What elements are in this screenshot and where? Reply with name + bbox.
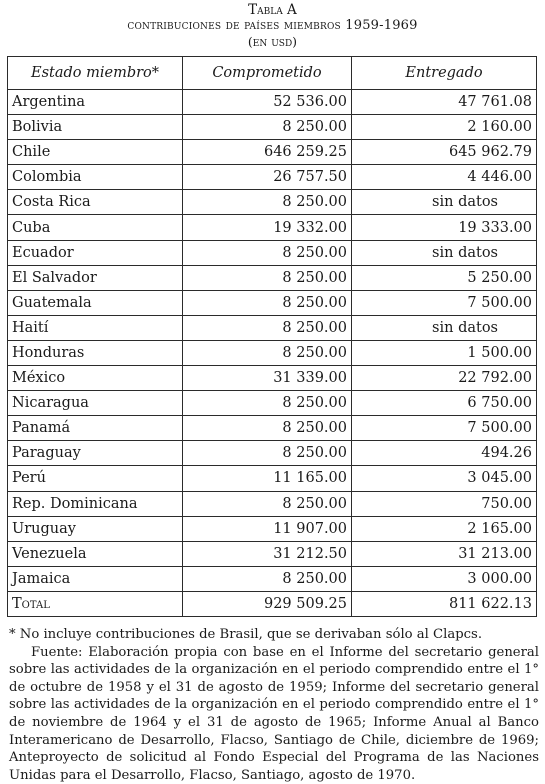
cell-country: México xyxy=(8,366,183,391)
contributions-table xyxy=(7,56,537,617)
cell-delivered: sin datos xyxy=(352,315,537,340)
column-header-member-state: Estado miembro* xyxy=(8,57,183,90)
table-row xyxy=(8,140,537,165)
cell-delivered: 494.26 xyxy=(352,441,537,466)
cell-country: Cuba xyxy=(8,215,183,240)
cell-delivered: 5 250.00 xyxy=(352,265,537,290)
cell-committed: 31 339.00 xyxy=(183,366,352,391)
cell-committed: 52 536.00 xyxy=(183,90,352,115)
table-row xyxy=(8,441,537,466)
cell-country: Paraguay xyxy=(8,441,183,466)
table-body xyxy=(8,90,537,617)
table-label: Tabla A xyxy=(248,2,297,18)
table-row xyxy=(8,566,537,591)
cell-committed: 8 250.00 xyxy=(183,265,352,290)
cell-country: Venezuela xyxy=(8,541,183,566)
table-header-row xyxy=(8,57,537,90)
table-row xyxy=(8,240,537,265)
cell-delivered: 645 962.79 xyxy=(352,140,537,165)
cell-country: Ecuador xyxy=(8,240,183,265)
column-header-committed: Comprometido xyxy=(183,57,352,90)
cell-committed: 8 250.00 xyxy=(183,190,352,215)
cell-committed: 8 250.00 xyxy=(183,491,352,516)
cell-delivered: 1 500.00 xyxy=(352,340,537,365)
cell-delivered: 7 500.00 xyxy=(352,290,537,315)
cell-country: Bolivia xyxy=(8,115,183,140)
cell-delivered: 19 333.00 xyxy=(352,215,537,240)
cell-country: Rep. Dominicana xyxy=(8,491,183,516)
table-row xyxy=(8,90,537,115)
cell-country: Honduras xyxy=(8,340,183,365)
table-row xyxy=(8,491,537,516)
cell-country: Argentina xyxy=(8,90,183,115)
cell-committed: 26 757.50 xyxy=(183,165,352,190)
table-row xyxy=(8,265,537,290)
cell-delivered: sin datos xyxy=(352,240,537,265)
table-row xyxy=(8,416,537,441)
table-unit: (en usd) xyxy=(247,34,298,49)
cell-delivered: 31 213.00 xyxy=(352,541,537,566)
table-row xyxy=(8,391,537,416)
cell-committed: 19 332.00 xyxy=(183,215,352,240)
source-note: Fuente: Elaboración propia con base en el Informe del secretario general sobre las actividades de la organización en el periodo comprendido entre el 1° de octubre de 1958 y el 31 de agosto de 1959; Informe del secretario general sobre las actividades de la organización en el periodo comprendido entre el 1° de noviembre de 1964 y el 31 de agosto de 1965; Informe Anual al Banco Interamericano de Desarrollo, Flacso, Santiago de Chile, diciembre de 1969; Anteproyecto de solicitud al Fondo Especial del Programa de las Naciones Unidas para el Desarrollo, Flacso, Santiago, agosto de 1970. xyxy=(9,644,539,783)
table-title: contribuciones de países miembros 1959-1969 xyxy=(127,18,418,33)
table-row xyxy=(8,466,537,491)
table-row xyxy=(8,215,537,240)
table-row xyxy=(8,315,537,340)
cell-delivered: 3 000.00 xyxy=(352,566,537,591)
table-notes xyxy=(9,626,539,784)
cell-committed: 8 250.00 xyxy=(183,441,352,466)
table-row xyxy=(8,190,537,215)
table-caption xyxy=(0,0,545,50)
cell-country: Perú xyxy=(8,466,183,491)
table-row xyxy=(8,290,537,315)
table-row xyxy=(8,366,537,391)
cell-delivered: 750.00 xyxy=(352,491,537,516)
cell-delivered: 2 160.00 xyxy=(352,115,537,140)
cell-country: Colombia xyxy=(8,165,183,190)
cell-country: Costa Rica xyxy=(8,190,183,215)
cell-committed: 8 250.00 xyxy=(183,290,352,315)
cell-total-label: Total xyxy=(8,591,183,616)
cell-committed: 8 250.00 xyxy=(183,416,352,441)
cell-committed: 11 907.00 xyxy=(183,516,352,541)
cell-country: Haití xyxy=(8,315,183,340)
cell-total-committed: 929 509.25 xyxy=(183,591,352,616)
cell-country: Uruguay xyxy=(8,516,183,541)
cell-country: Chile xyxy=(8,140,183,165)
table-row xyxy=(8,340,537,365)
cell-committed: 8 250.00 xyxy=(183,391,352,416)
cell-delivered: 3 045.00 xyxy=(352,466,537,491)
table-total-row xyxy=(8,591,537,616)
table-row xyxy=(8,516,537,541)
cell-country: Nicaragua xyxy=(8,391,183,416)
footnote-asterisk: * No incluye contribuciones de Brasil, que se derivaban sólo al Clapcs. xyxy=(9,627,483,642)
cell-delivered: 2 165.00 xyxy=(352,516,537,541)
cell-committed: 8 250.00 xyxy=(183,115,352,140)
table-row xyxy=(8,541,537,566)
cell-delivered: 6 750.00 xyxy=(352,391,537,416)
cell-committed: 8 250.00 xyxy=(183,315,352,340)
cell-delivered: 22 792.00 xyxy=(352,366,537,391)
cell-committed: 8 250.00 xyxy=(183,240,352,265)
cell-country: El Salvador xyxy=(8,265,183,290)
cell-delivered: 47 761.08 xyxy=(352,90,537,115)
table-row xyxy=(8,165,537,190)
cell-committed: 8 250.00 xyxy=(183,566,352,591)
column-header-delivered: Entregado xyxy=(352,57,537,90)
cell-country: Jamaica xyxy=(8,566,183,591)
cell-committed: 8 250.00 xyxy=(183,340,352,365)
cell-committed: 31 212.50 xyxy=(183,541,352,566)
cell-committed: 11 165.00 xyxy=(183,466,352,491)
cell-country: Panamá xyxy=(8,416,183,441)
cell-delivered: 4 446.00 xyxy=(352,165,537,190)
cell-delivered: sin datos xyxy=(352,190,537,215)
table-row xyxy=(8,115,537,140)
cell-delivered: 7 500.00 xyxy=(352,416,537,441)
cell-country: Guatemala xyxy=(8,290,183,315)
cell-total-delivered: 811 622.13 xyxy=(352,591,537,616)
cell-committed: 646 259.25 xyxy=(183,140,352,165)
